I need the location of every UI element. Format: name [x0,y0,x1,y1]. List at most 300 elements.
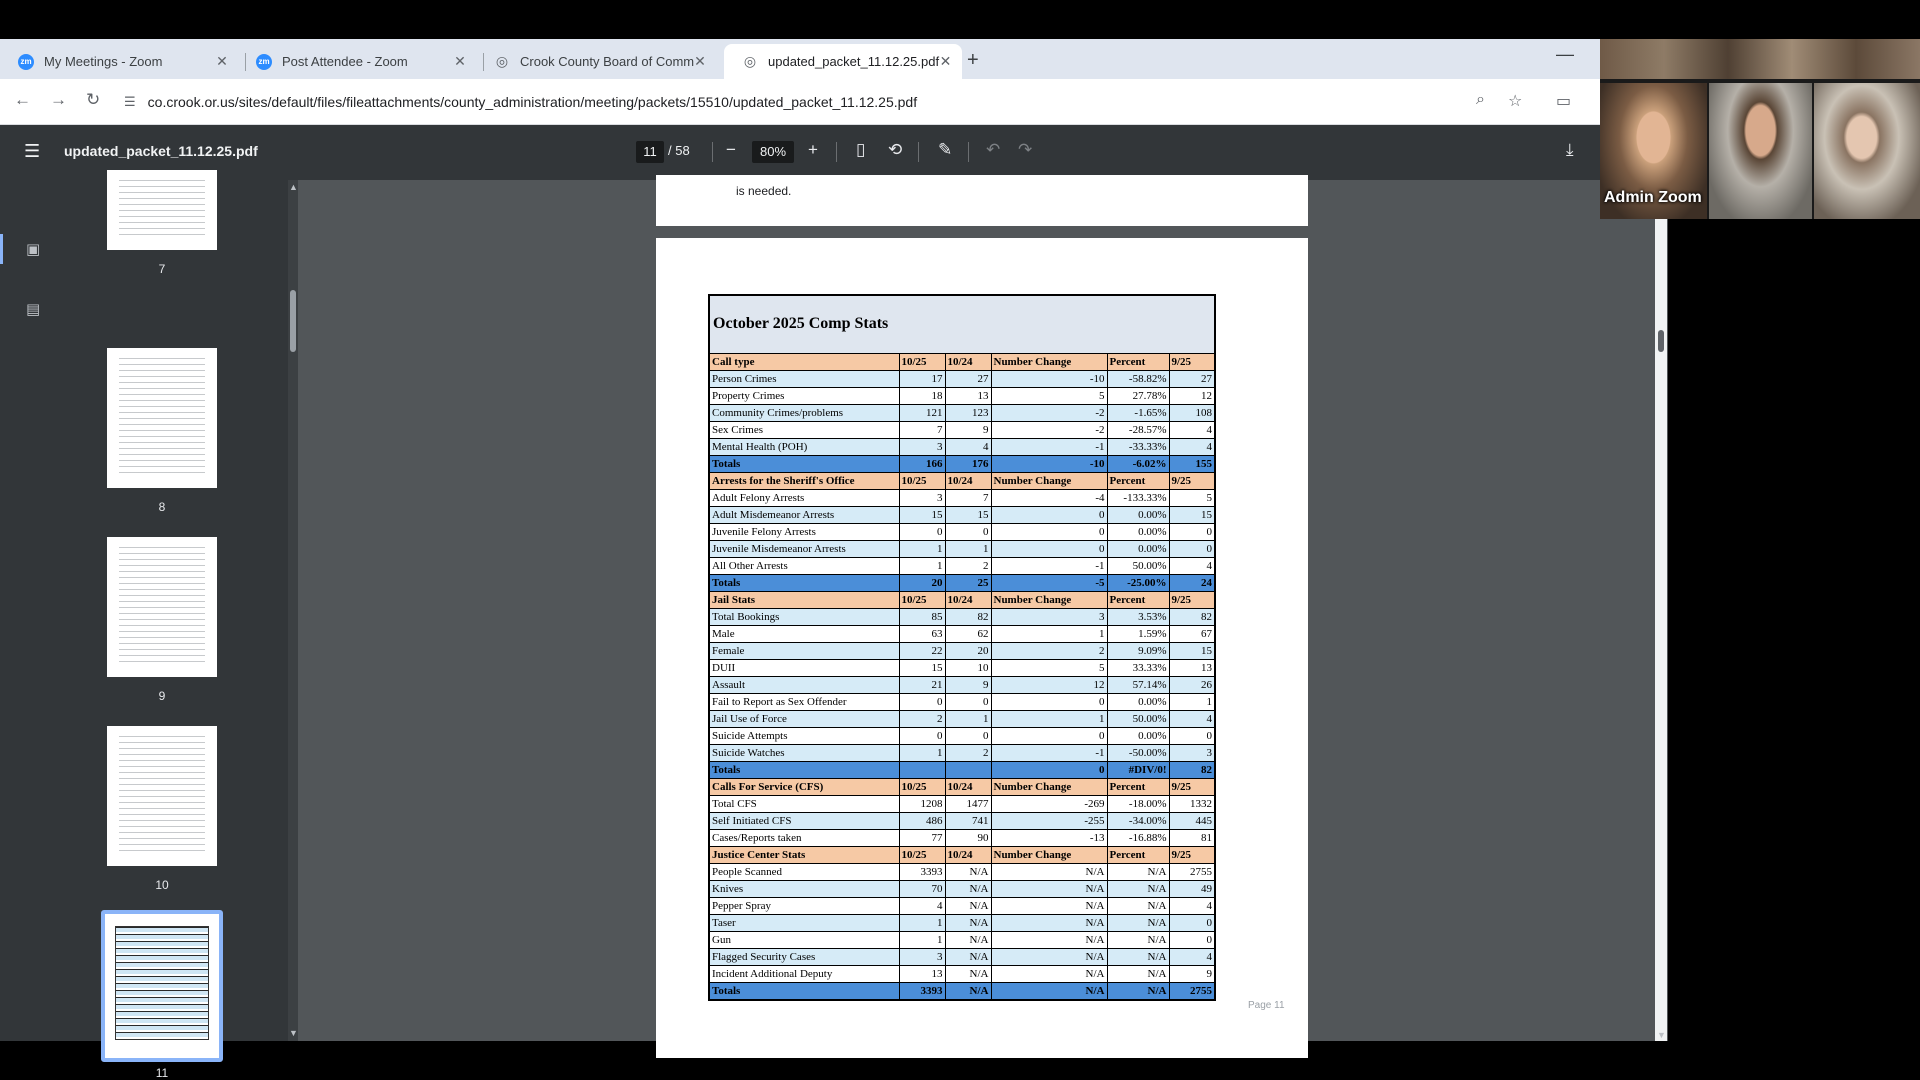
table-row [709,659,1215,676]
table-cell: 10/24 [945,353,991,370]
back-icon[interactable]: ← [14,90,31,109]
table-cell: 10/24 [945,472,991,489]
url-text: co.crook.or.us/sites/default/files/fileattachments/county_administration/meeting/packets/15510/updated_packet_11.12.25.pdf [147,94,918,110]
redo-icon[interactable]: ↷ [1018,140,1033,159]
table-cell: 1208 [899,795,945,812]
table-cell: 4 [945,438,991,455]
table-cell: Percent [1107,472,1169,489]
zoom-out-icon[interactable]: − [726,140,736,159]
table-cell: Number Change [991,846,1107,863]
table-cell: 0 [991,727,1107,744]
menu-icon[interactable]: ☰ [24,141,41,161]
table-cell: 3393 [899,863,945,880]
table-cell: 1 [1169,693,1215,710]
table-section-header [709,353,1215,370]
close-icon[interactable]: ✕ [694,53,706,69]
table-cell: Percent [1107,353,1169,370]
table-cell: 10 [945,659,991,676]
table-cell: Flagged Security Cases [709,948,899,965]
table-title: October 2025 Comp Stats [709,295,1215,353]
pdf-toolbar [0,125,1600,180]
url-field[interactable] [124,86,1584,118]
table-cell: 9/25 [1169,353,1215,370]
tab-post-attendee[interactable] [238,44,478,79]
table-cell: 4 [1169,557,1215,574]
table-cell: Totals [709,761,899,778]
table-cell: 0.00% [1107,506,1169,523]
table-cell: 9/25 [1169,778,1215,795]
new-tab-button[interactable]: + [967,49,979,71]
scroll-up-arrow-icon[interactable]: ▲ [289,182,298,192]
table-cell: -13 [991,829,1107,846]
table-cell: 9 [945,676,991,693]
table-cell: N/A [1107,948,1169,965]
table-cell: 166 [899,455,945,472]
table-cell: 67 [1169,625,1215,642]
table-row [709,387,1215,404]
table-cell: 1 [899,931,945,948]
table-cell: 3 [1169,744,1215,761]
close-icon[interactable]: ✕ [216,53,228,69]
table-cell: 82 [945,608,991,625]
thumbnail-label: 11 [155,1066,169,1080]
table-totals-row [709,574,1215,591]
table-cell: 63 [899,625,945,642]
table-cell: Juvenile Misdemeanor Arrests [709,540,899,557]
table-cell: 25 [945,574,991,591]
table-row [709,370,1215,387]
table-cell: Justice Center Stats [709,846,899,863]
table-cell: 5 [991,659,1107,676]
table-cell: -34.00% [1107,812,1169,829]
table-cell: 0 [899,693,945,710]
thumbnail-label: 8 [158,500,166,514]
table-cell: Jail Use of Force [709,710,899,727]
table-row [709,812,1215,829]
table-cell: 108 [1169,404,1215,421]
table-cell: N/A [945,965,991,982]
table-cell: Percent [1107,778,1169,795]
table-cell: Female [709,642,899,659]
table-cell: 1 [945,540,991,557]
table-cell: 0 [1169,727,1215,744]
table-cell: 10/25 [899,472,945,489]
table-cell: -58.82% [1107,370,1169,387]
table-cell: 13 [1169,659,1215,676]
page-footer: Page 11 [1248,1000,1285,1011]
table-cell: Call type [709,353,899,370]
table-cell: N/A [945,948,991,965]
table-cell: Incident Additional Deputy [709,965,899,982]
table-cell: 5 [991,387,1107,404]
table-cell: -1 [991,557,1107,574]
table-cell: -25.00% [1107,574,1169,591]
table-cell: Number Change [991,472,1107,489]
site-info-icon[interactable]: ☰ [124,94,136,109]
table-row [709,540,1215,557]
table-cell: N/A [991,914,1107,931]
table-cell: Juvenile Felony Arrests [709,523,899,540]
table-cell: Gun [709,931,899,948]
table-cell: 2 [945,557,991,574]
table-cell: 15 [1169,642,1215,659]
table-cell: -133.33% [1107,489,1169,506]
table-cell: 4 [1169,948,1215,965]
table-row [709,795,1215,812]
table-cell: 3.53% [1107,608,1169,625]
outline-icon[interactable]: ▤ [26,301,41,318]
table-cell: 81 [1169,829,1215,846]
table-cell: 2 [991,642,1107,659]
thumbnail-scrollbar[interactable] [288,180,298,1041]
page-number-input[interactable]: 11 [636,141,664,163]
table-cell: -4 [991,489,1107,506]
table-cell: -269 [991,795,1107,812]
thumbnail-page-10[interactable] [107,726,217,866]
table-cell: N/A [991,931,1107,948]
tab-my-meetings[interactable] [0,44,240,79]
table-cell: N/A [991,982,1107,1000]
table-cell: 27 [945,370,991,387]
table-cell: 49 [1169,880,1215,897]
table-cell: -1.65% [1107,404,1169,421]
table-cell: -6.02% [1107,455,1169,472]
table-cell: N/A [945,880,991,897]
table-cell: 4 [1169,421,1215,438]
table-cell: All Other Arrests [709,557,899,574]
thumbnails-icon[interactable]: ▣ [26,241,41,258]
table-cell: N/A [991,965,1107,982]
table-cell: Number Change [991,353,1107,370]
table-cell: 155 [1169,455,1215,472]
table-cell: N/A [1107,897,1169,914]
table-cell: -1 [991,744,1107,761]
table-row [709,965,1215,982]
minimize-button[interactable]: — [1556,44,1574,64]
table-cell: 176 [945,455,991,472]
table-cell: -18.00% [1107,795,1169,812]
table-row [709,948,1215,965]
table-cell: 9/25 [1169,846,1215,863]
tab-title: Post Attendee - Zoom [282,54,408,69]
table-cell: 10/24 [945,846,991,863]
table-cell: 12 [991,676,1107,693]
table-cell: 1 [899,914,945,931]
tab-title: Crook County Board of Comm [520,54,695,69]
scroll-down-arrow-icon[interactable]: ▼ [1657,1030,1666,1040]
table-cell: Mental Health (POH) [709,438,899,455]
comp-stats-table [708,294,1216,1001]
table-cell: 1 [945,710,991,727]
previous-page [656,175,1308,226]
table-totals-row [709,455,1215,472]
undo-icon[interactable]: ↶ [986,140,1001,159]
table-cell: Assault [709,676,899,693]
table-cell: 50.00% [1107,710,1169,727]
table-cell: Suicide Watches [709,744,899,761]
table-cell: -255 [991,812,1107,829]
table-cell: 2755 [1169,863,1215,880]
table-cell: 77 [899,829,945,846]
table-cell: 13 [945,387,991,404]
table-cell: N/A [1107,965,1169,982]
zoom-magnifier-icon[interactable]: ⌕ [1476,91,1485,108]
table-cell: 27.78% [1107,387,1169,404]
table-cell: Knives [709,880,899,897]
table-cell: 9 [945,421,991,438]
scroll-down-arrow-icon[interactable]: ▼ [289,1028,298,1038]
table-row [709,523,1215,540]
table-row [709,744,1215,761]
table-cell: N/A [1107,880,1169,897]
table-cell: 0 [1169,914,1215,931]
table-cell: 4 [1169,710,1215,727]
address-bar [0,79,1600,125]
table-cell: -33.33% [1107,438,1169,455]
table-cell: N/A [945,931,991,948]
tab-title: updated_packet_11.12.25.pdf [768,54,940,69]
table-cell: 1332 [1169,795,1215,812]
table-cell: 26 [1169,676,1215,693]
table-cell: Property Crimes [709,387,899,404]
tab-updated-packet[interactable] [724,44,962,79]
table-cell: Male [709,625,899,642]
table-section-header [709,846,1215,863]
table-row [709,829,1215,846]
table-cell: 50.00% [1107,557,1169,574]
table-cell: 3 [899,438,945,455]
table-cell: 1477 [945,795,991,812]
table-cell: -16.88% [1107,829,1169,846]
table-row [709,506,1215,523]
table-cell: 21 [899,676,945,693]
table-cell: 123 [945,404,991,421]
table-cell: 12 [1169,387,1215,404]
table-totals-row [709,982,1215,1000]
table-cell: 0 [1169,931,1215,948]
sidebar-rail [0,180,66,1041]
table-cell: 10/25 [899,591,945,608]
table-row [709,438,1215,455]
table-cell: N/A [991,897,1107,914]
table-cell: -10 [991,455,1107,472]
zoom-in-icon[interactable]: + [808,140,818,159]
table-cell: 3393 [899,982,945,1000]
scroll-thumb[interactable] [290,290,296,352]
table-cell: -2 [991,404,1107,421]
table-cell: 0.00% [1107,523,1169,540]
annotate-pen-icon[interactable]: ✎ [938,140,953,159]
thumbnail-page-11-selected[interactable] [101,910,223,1062]
table-cell: Pepper Spray [709,897,899,914]
table-row [709,727,1215,744]
document-scrollbar[interactable] [1655,180,1667,1041]
table-cell: 1 [991,710,1107,727]
table-cell: 15 [1169,506,1215,523]
table-cell: 741 [945,812,991,829]
thumbnail-label: 10 [155,878,169,892]
toolbar-divider [712,142,713,162]
zoom-level-input[interactable]: 80% [752,141,794,163]
fit-page-icon[interactable]: ▯ [856,140,866,159]
table-cell: 17 [899,370,945,387]
table-cell: 3 [899,489,945,506]
table-cell: 10/25 [899,353,945,370]
reload-icon[interactable]: ↻ [86,90,101,109]
thumbnail-pane [66,180,298,1080]
table-cell: 85 [899,608,945,625]
toolbar-divider [836,142,837,162]
table-cell: Cases/Reports taken [709,829,899,846]
page-total: / 58 [668,143,690,158]
table-cell: 121 [899,404,945,421]
document-viewport [298,180,1668,1041]
table-cell: N/A [945,914,991,931]
rotate-icon[interactable]: ⟲ [888,140,903,159]
cast-icon[interactable]: ▭ [1556,93,1572,110]
table-cell: 33.33% [1107,659,1169,676]
table-cell: Totals [709,982,899,1000]
table-cell: 18 [899,387,945,404]
table-row [709,557,1215,574]
thumbnail-page-9[interactable] [107,537,217,677]
bookmark-star-icon[interactable]: ☆ [1508,93,1523,110]
table-cell: 0 [945,523,991,540]
table-cell: Totals [709,574,899,591]
table-cell: Arrests for the Sheriff's Office [709,472,899,489]
table-cell: 24 [1169,574,1215,591]
table-cell: 9 [1169,965,1215,982]
table-cell: -5 [991,574,1107,591]
thumbnail-page-7[interactable] [107,170,217,250]
table-cell: Percent [1107,591,1169,608]
table-cell: People Scanned [709,863,899,880]
table-cell: 90 [945,829,991,846]
active-indicator [0,234,3,264]
table-cell: 20 [899,574,945,591]
table-cell: 13 [899,965,945,982]
download-icon[interactable]: ⤓ [1566,140,1574,159]
table-cell: 0 [991,693,1107,710]
table-cell: 15 [945,506,991,523]
table-cell: 5 [1169,489,1215,506]
toolbar-divider [918,142,919,162]
table-cell: Community Crimes/problems [709,404,899,421]
table-row [709,931,1215,948]
table-cell: Suicide Attempts [709,727,899,744]
table-cell: 486 [899,812,945,829]
table-cell [945,761,991,778]
table-cell: Total CFS [709,795,899,812]
table-cell: 1.59% [1107,625,1169,642]
close-icon[interactable]: ✕ [454,53,466,69]
pdf-title: updated_packet_11.12.25.pdf [64,143,258,159]
participant-name: Admin Zoom [1604,189,1702,206]
table-row [709,642,1215,659]
table-row [709,897,1215,914]
table-section-header [709,472,1215,489]
table-cell: 0 [1169,523,1215,540]
table-cell: 0 [899,727,945,744]
zoom-icon: zm [18,54,34,70]
table-cell: 4 [1169,897,1215,914]
table-cell: 0 [991,761,1107,778]
table-cell: N/A [1107,914,1169,931]
table-cell: 9.09% [1107,642,1169,659]
table-cell: N/A [991,880,1107,897]
table-cell: 10/24 [945,591,991,608]
tab-title: My Meetings - Zoom [44,54,163,69]
globe-icon: ◎ [495,53,509,69]
table-cell: 0 [991,540,1107,557]
video-tile[interactable] [1709,83,1812,219]
table-totals-row [709,761,1215,778]
table-cell: Sex Crimes [709,421,899,438]
table-cell: 10/25 [899,846,945,863]
current-page [656,238,1308,1058]
table-cell: 3 [899,948,945,965]
table-cell: N/A [1107,982,1169,1000]
table-cell: N/A [991,948,1107,965]
forward-icon[interactable]: → [50,90,67,109]
table-cell: 0.00% [1107,727,1169,744]
table-section-header [709,591,1215,608]
table-cell: 0 [899,523,945,540]
table-cell: 2 [899,710,945,727]
table-cell: 1 [991,625,1107,642]
table-cell: Adult Felony Arrests [709,489,899,506]
thumbnail-label: 9 [158,689,166,703]
table-cell: 1 [899,557,945,574]
table-cell: -10 [991,370,1107,387]
scroll-thumb[interactable] [1658,330,1664,352]
table-cell: Person Crimes [709,370,899,387]
table-cell: 2755 [1169,982,1215,1000]
table-row [709,421,1215,438]
table-cell: Percent [1107,846,1169,863]
table-cell: 4 [1169,438,1215,455]
table-cell: N/A [1107,931,1169,948]
table-cell: Number Change [991,591,1107,608]
table-cell: 0.00% [1107,693,1169,710]
table-cell: 82 [1169,608,1215,625]
table-cell: 0 [991,523,1107,540]
close-icon[interactable]: ✕ [939,53,952,69]
table-cell: 27 [1169,370,1215,387]
table-cell: 9/25 [1169,591,1215,608]
globe-icon: ◎ [743,53,757,69]
table-cell: 0 [1169,540,1215,557]
table-cell: Self Initiated CFS [709,812,899,829]
tab-crook-county[interactable] [476,44,714,79]
thumbnail-page-8[interactable] [107,348,217,488]
table-cell: 70 [899,880,945,897]
table-cell: #DIV/0! [1107,761,1169,778]
table-cell: 0.00% [1107,540,1169,557]
table-cell: 20 [945,642,991,659]
table-cell: Fail to Report as Sex Offender [709,693,899,710]
table-row [709,914,1215,931]
table-row [709,710,1215,727]
table-cell: Totals [709,455,899,472]
table-cell: -50.00% [1107,744,1169,761]
tab-strip [0,39,1600,79]
video-tile[interactable] [1814,83,1920,219]
table-cell: 22 [899,642,945,659]
table-cell: 9/25 [1169,472,1215,489]
table-cell: Number Change [991,778,1107,795]
table-row [709,404,1215,421]
